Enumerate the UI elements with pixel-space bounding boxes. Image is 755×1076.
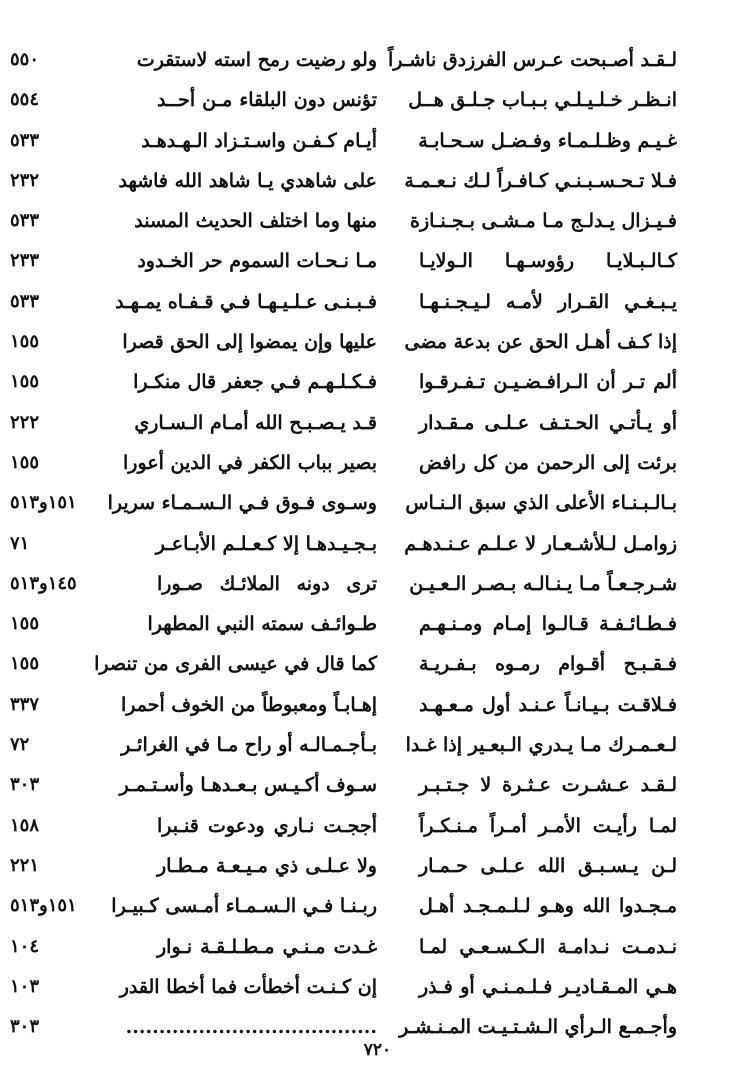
second-hemistich: أيـام كـفـن واسـتـزاد الـهـدهـد	[141, 129, 377, 152]
first-hemistich: ألم تـر أن الـرافـضـيـن تـفـرقـوا	[419, 371, 677, 394]
second-hemistich: إن كـنـت أخطأت فما أخطا القدر	[119, 975, 377, 998]
first-hemistich: فـلاقـت بـيـانـاً عـنـد أول مـعـهـد	[419, 693, 677, 716]
second-hemistich: بـأجـمـالـه أو راح مـا في الغرائـر	[121, 734, 377, 757]
page-reference: ٢٣٢	[10, 169, 40, 191]
first-hemistich: لـقـد عـشـرت عـثـرة لا جـتـبـر	[419, 774, 677, 797]
first-hemistich: أو يـأتـي الحـتـف عـلـى مـقـدار	[419, 411, 677, 434]
first-hemistich: برئت إلى الرحمن من كل رافض	[419, 451, 677, 474]
verse-entry	[0, 241, 755, 281]
second-hemistich: ......................................	[125, 1016, 377, 1039]
second-hemistich: ترى دونه الملائـك صـورا	[157, 572, 377, 595]
page-reference: ١٥٥	[10, 331, 40, 353]
verse-entry	[0, 483, 755, 523]
verse-entry	[0, 403, 755, 443]
page-reference: ١٥٨	[10, 814, 40, 836]
second-hemistich: ولو رضيت رمح استه لاستقرت	[136, 49, 377, 71]
first-hemistich: نـدمـت نـدامـة الـكـسـعـي لمـا	[419, 935, 677, 958]
second-hemistich: عليها وإن يمضوا إلى الحق قصرا	[122, 331, 377, 354]
second-hemistich: منها وما اختلف الحديث المسند	[134, 210, 377, 233]
first-hemistich: لـعـمـرك مـا يـدري الـبعـير إذا غـدا	[405, 734, 677, 757]
second-hemistich: قـد يـصـبـح الله أمـام الـسـاري	[134, 411, 377, 434]
first-hemistich: يـبـغـي القـرار لأمـه لـيـجـنـهـا	[419, 290, 677, 313]
verse-entry	[0, 725, 755, 765]
second-hemistich: وسـوى فـوق فـي الـسـمـاء سريرا	[107, 492, 377, 515]
second-hemistich: فـبـنـى عـلـيـهـا فـي قـفـاه يمـهـد	[115, 290, 377, 313]
verse-entry	[0, 121, 755, 161]
verse-entry	[0, 80, 755, 120]
second-hemistich: طـوائـف سمته النبي المطهرا	[147, 613, 377, 636]
second-hemistich: فـكـلـهـم فـي جعفر قال منكـرا	[133, 371, 377, 394]
first-hemistich: فـطـائـفـة قـالـوا إمـام ومـنـهـم	[419, 613, 677, 636]
page-reference: ٣٣٧	[10, 693, 40, 715]
first-hemistich: فـقـبـح أقـوام رمـوه بـفـريـة	[419, 653, 677, 676]
page-reference: ٥٥٠	[10, 49, 40, 70]
first-hemistich: هـي المـقـاديـر فـلـمـنـي أو فـذر	[419, 975, 677, 998]
page-reference: ١٥١و٥١٣	[10, 895, 77, 917]
page-reference: ٥٣٣	[10, 290, 40, 312]
verse-entry	[0, 201, 755, 241]
first-hemistich: زوامـل لـلأشـعـار لا عـلـم عـنـدهـم	[404, 532, 677, 555]
first-hemistich: إذا كـف أهـل الحق عن بدعة مضى	[404, 331, 677, 354]
verse-entry	[0, 967, 755, 1007]
first-hemistich: لمـا رأيـت الأمـر أمـراً مـنـكـراً	[419, 814, 677, 837]
page-reference: ٥٣٣	[10, 129, 40, 151]
verse-index-list	[0, 40, 755, 1047]
page-number: ٧٢٠	[363, 1040, 392, 1060]
second-hemistich: غـدت مـنـي مـطـلـقـة نـوار	[157, 935, 377, 958]
first-hemistich: فـلا تـحـسـبـنـي كـافـراً لـك نـعـمـة	[404, 169, 677, 192]
page-reference: ١٤٥و٥١٣	[10, 572, 77, 594]
second-hemistich: أججـت نـاري ودعوت قنـبرا	[157, 814, 377, 837]
page-reference: ١٠٣	[10, 975, 40, 997]
page-reference: ٧٢	[10, 734, 30, 756]
first-hemistich: فـيـزال يـدلـج مـا مـشـى بـجـنـازة	[410, 210, 677, 233]
verse-entry	[0, 927, 755, 967]
first-hemistich: لـن يـسـبـق الله عـلـى حـمـار	[419, 854, 677, 877]
second-hemistich: مـا نـحـات السموم حر الخـدود	[137, 250, 377, 273]
verse-entry	[0, 846, 755, 886]
verse-entry	[0, 765, 755, 805]
page-reference: ٥٣٣	[10, 210, 40, 232]
verse-entry	[0, 161, 755, 201]
first-hemistich: شـرجـعـاً مـا يـنـالـه بـصـر الـعـيـن	[409, 572, 677, 595]
verse-entry	[0, 282, 755, 322]
page-reference: ٥٥٤	[10, 89, 40, 111]
verse-entry	[0, 644, 755, 684]
page-reference: ٢٢١	[10, 854, 40, 876]
verse-entry	[0, 524, 755, 564]
page-reference: ٧١	[10, 532, 30, 554]
page-reference: ٢٣٣	[10, 250, 40, 272]
second-hemistich: كما قال في عيسى الفرى من تنصرا	[94, 653, 377, 676]
second-hemistich: بصير بباب الكفر في الدين أعورا	[122, 451, 377, 474]
page-reference: ٢٢٢	[10, 411, 40, 433]
second-hemistich: ربـنـا فـي الـسـمـاء أمـسى كـبيـرا	[111, 895, 377, 918]
second-hemistich: على شاهدي يـا شاهد الله فاشهد	[118, 169, 377, 192]
first-hemistich: غـيـم وظـلـمـاء وفـضـل سـحـابـة	[418, 129, 677, 152]
second-hemistich: سـوف أكـيـس بـعـدهـا وأسـتـمـر	[119, 774, 377, 797]
page-reference: ٣٠٣	[10, 774, 40, 796]
first-hemistich: كـالـبـلايـا رؤوسـهـا الـولايـا	[419, 250, 677, 273]
verse-entry	[0, 362, 755, 402]
first-hemistich: مـجـدوا الله وهـو لـلـمـجـد أهـل	[419, 895, 677, 918]
verse-entry	[0, 443, 755, 483]
page-reference: ١٥١و٥١٣	[10, 492, 77, 514]
second-hemistich: إهـابـاً ومعبوطاً من الخوف أحمرا	[121, 693, 377, 716]
page-reference: ١٥٥	[10, 613, 40, 635]
page-reference: ١٥٥	[10, 371, 40, 393]
second-hemistich: ولا عـلـى ذي مـيـعـة مـطـار	[157, 854, 377, 877]
first-hemistich: وأجـمـع الـرأي الـشـتـيـت المـنـشـر	[399, 1016, 677, 1039]
second-hemistich: بـجـيـدهـا إلا كـعـلـم الأبـاعـر	[155, 532, 377, 555]
page-reference: ٣٠٣	[10, 1016, 40, 1038]
first-hemistich: انـظـر خـلـيـلـي بـبـاب جـلـق هــل	[408, 89, 677, 112]
first-hemistich: بـالـبـنـاء الأعلى الذي سبق الـنـاس	[405, 492, 677, 515]
verse-entry	[0, 886, 755, 926]
verse-entry	[0, 322, 755, 362]
verse-entry	[0, 604, 755, 644]
verse-entry	[0, 685, 755, 725]
verse-entry	[0, 806, 755, 846]
verse-entry	[0, 564, 755, 604]
first-hemistich: لـقـد أصـبحت عـرس الفرزدق ناشـراً	[387, 49, 677, 71]
page-reference: ١٠٤	[10, 935, 40, 957]
verse-entry	[0, 40, 755, 80]
page-reference: ١٥٥	[10, 653, 40, 675]
page-reference: ١٥٥	[10, 451, 40, 473]
second-hemistich: تؤنس دون البلقاء مـن أحــد	[157, 89, 377, 112]
